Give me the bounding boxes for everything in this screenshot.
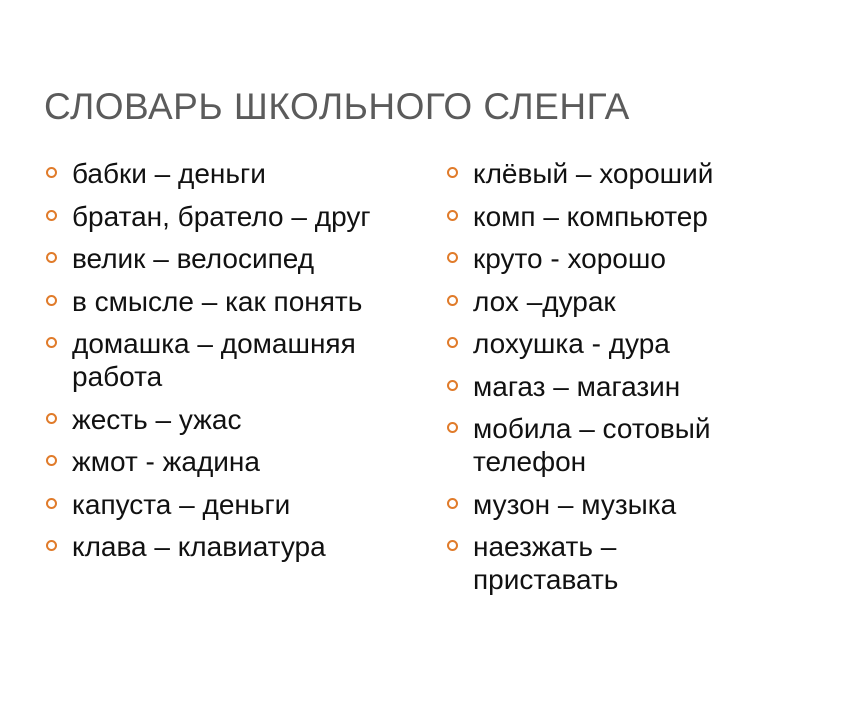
list-item-text: велик – велосипед xyxy=(72,243,315,274)
list-item xyxy=(445,327,765,360)
list-item-text: музон – музыка xyxy=(473,488,677,520)
circle-bullet-icon xyxy=(447,210,458,221)
list-item xyxy=(44,530,424,563)
right-list xyxy=(445,157,765,606)
list-item xyxy=(445,370,765,403)
list-item xyxy=(445,285,765,318)
list-item-text: мобила – сотовый телефон xyxy=(473,413,711,477)
list-item xyxy=(44,285,424,318)
list-item xyxy=(44,157,424,190)
circle-bullet-icon xyxy=(447,422,458,433)
left-list xyxy=(44,157,424,573)
circle-bullet-icon xyxy=(46,540,57,551)
list-item-text: жесть – ужас xyxy=(72,403,242,435)
circle-bullet-icon xyxy=(46,295,57,306)
circle-bullet-icon xyxy=(46,498,57,509)
circle-bullet-icon xyxy=(447,252,458,263)
list-item xyxy=(445,242,765,275)
circle-bullet-icon xyxy=(447,540,458,551)
circle-bullet-icon xyxy=(46,210,57,221)
circle-bullet-icon xyxy=(447,167,458,178)
slide-title: СЛОВАРЬ ШКОЛЬНОГО СЛЕНГА xyxy=(44,86,630,127)
circle-bullet-icon xyxy=(46,252,57,263)
circle-bullet-icon xyxy=(46,413,57,424)
list-item-text: лох –дурак xyxy=(473,285,616,317)
list-item-text: наезжать – приставать xyxy=(473,531,619,595)
list-item-text: комп – компьютер xyxy=(473,200,708,232)
list-item xyxy=(445,200,765,233)
list-item xyxy=(44,445,424,478)
list-item xyxy=(44,242,424,275)
circle-bullet-icon xyxy=(447,498,458,509)
list-item-text: жмот - жадина xyxy=(72,446,260,477)
list-item xyxy=(445,412,765,478)
list-item xyxy=(445,530,765,596)
list-item xyxy=(445,488,765,521)
list-item-text: клёвый – хороший xyxy=(473,158,714,189)
list-item-text: домашка – домашняя работа xyxy=(72,328,356,392)
list-item-text: братан, братело – друг xyxy=(72,200,371,232)
list-item-text: бабки – деньги xyxy=(72,158,266,189)
list-item xyxy=(44,488,424,521)
circle-bullet-icon xyxy=(46,167,57,178)
list-item-text: капуста – деньги xyxy=(72,488,291,520)
list-item xyxy=(44,200,424,233)
circle-bullet-icon xyxy=(447,337,458,348)
list-item-text: круто - хорошо xyxy=(473,243,666,274)
list-item-text: в смысле – как понять xyxy=(72,285,363,317)
list-item xyxy=(44,403,424,436)
circle-bullet-icon xyxy=(447,295,458,306)
circle-bullet-icon xyxy=(46,455,57,466)
circle-bullet-icon xyxy=(447,380,458,391)
circle-bullet-icon xyxy=(46,337,57,348)
list-item-text: лохушка - дура xyxy=(473,328,670,359)
list-item xyxy=(445,157,765,190)
list-item xyxy=(44,327,424,393)
list-item-text: клава – клавиатура xyxy=(72,531,326,562)
list-item-text: магаз – магазин xyxy=(473,370,681,402)
